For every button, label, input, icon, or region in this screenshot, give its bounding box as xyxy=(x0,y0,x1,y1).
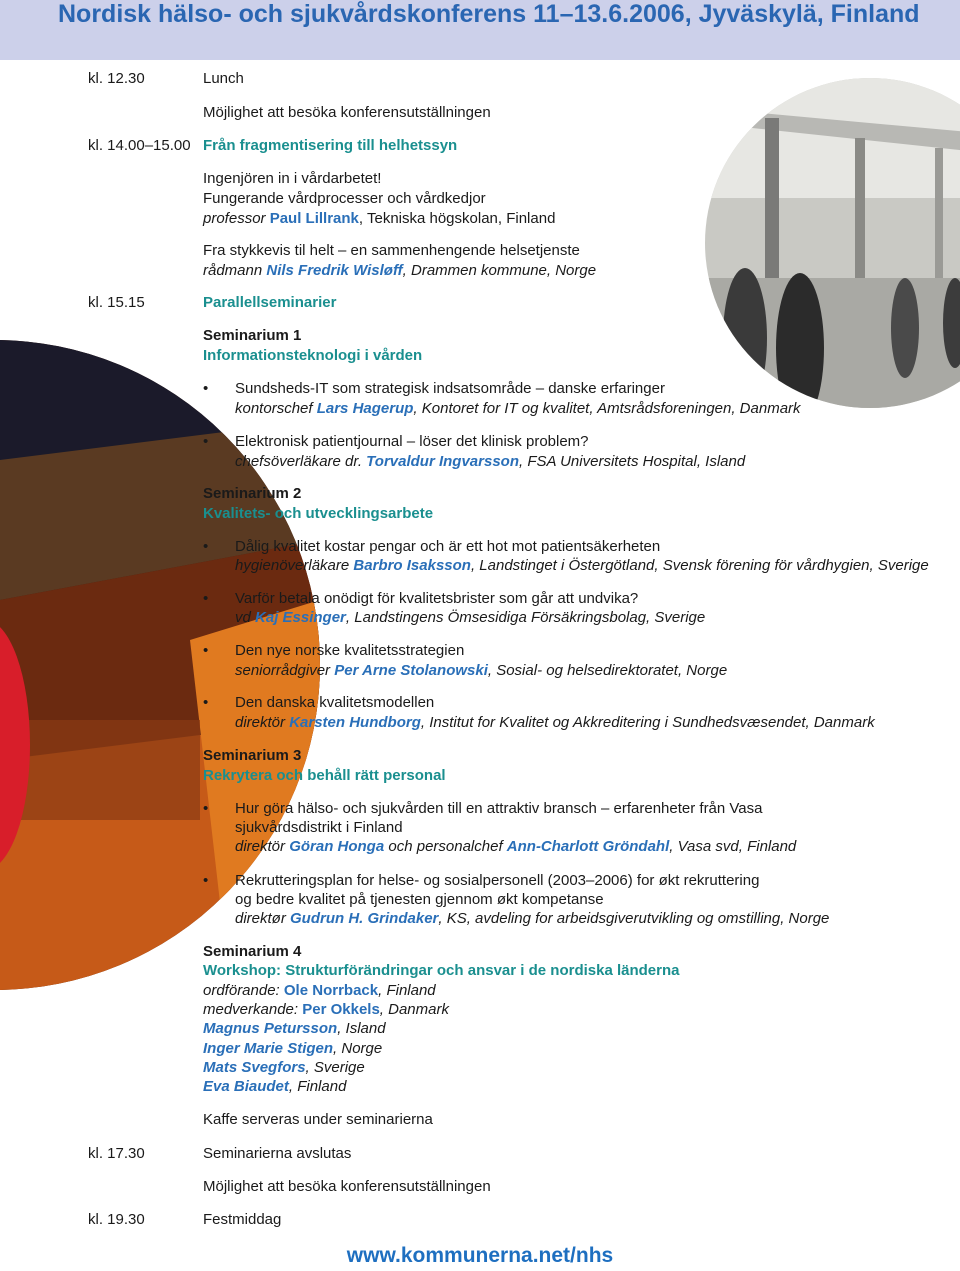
sem4-panelist-4: Mats Svegfors, Sverige xyxy=(203,1059,365,1076)
seminars-end: Seminarierna avslutas xyxy=(203,1145,352,1162)
time-1400: kl. 14.00–15.00 xyxy=(88,137,191,154)
sem2-item3-speaker: seniorrådgiver Per Arne Stolanowski, Sosial- og helsedirektoratet, Norge xyxy=(235,662,728,679)
sem3-item1-speaker: direktör Göran Honga och personalchef Ann-Charlott Gröndahl, Vasa svd, Finland xyxy=(235,838,797,855)
bullet: • xyxy=(203,872,209,889)
talk2-speaker: rådmann Nils Fredrik Wisløff, Drammen kommune, Norge xyxy=(203,262,597,279)
sem1-item2-speaker: chefsöverläkare dr. Torvaldur Ingvarsson, FSA Universitets Hospital, Island xyxy=(235,453,746,470)
footer-url[interactable]: www.kommunerna.net/nhs xyxy=(346,1244,614,1267)
sem4-chair: ordförande: Ole Norrback, Finland xyxy=(203,982,436,999)
sem3-item2-speaker: direktør Gudrun H. Grindaker, KS, avdeling for arbeidsgiverutvikling og omstilling, Norge xyxy=(235,910,830,927)
sem3-item1-line1: Hur göra hälso- och sjukvården till en attraktiv bransch – erfarenheter från Vasa xyxy=(235,800,763,817)
time-1230: kl. 12.30 xyxy=(88,70,145,87)
sem1-item1-title: Sundsheds-IT som strategisk indsatsområde – danske erfaringer xyxy=(235,380,665,397)
sem3-item2-line1: Rekrutteringsplan for helse- og sosialpersonell (2003–2006) for økt rekruttering xyxy=(235,872,760,889)
talk2-line1: Fra stykkevis til helt – en sammenhengende helsetjenste xyxy=(203,242,580,259)
sem1-item1-speaker: kontorschef Lars Hagerup, Kontoret for IT og kvalitet, Amtsrådsforeningen, Danmark xyxy=(235,400,801,417)
festmiddag: Festmiddag xyxy=(203,1211,282,1228)
sem3-title: Rekrytera och behåll rätt personal xyxy=(203,767,446,784)
sem4-panelist-3: Inger Marie Stigen, Norge xyxy=(203,1040,383,1057)
conference-hall-photo xyxy=(705,78,960,408)
sem1-item2-title: Elektronisk patientjournal – löser det klinisk problem? xyxy=(235,433,589,450)
sem2-label: Seminarium 2 xyxy=(203,485,302,502)
sem2-item2-title: Varför betala onödigt för kvalitetsbrister som går att undvika? xyxy=(235,590,639,607)
sem1-title: Informationsteknologi i vården xyxy=(203,347,423,364)
sem4-panelist-2: Magnus Petursson, Island xyxy=(203,1020,386,1037)
sem3-item2-line2: og bedre kvalitet på tjenesten gjennom økt kompetanse xyxy=(235,891,604,908)
sem2-item4-title: Den danska kvalitetsmodellen xyxy=(235,694,435,711)
bullet: • xyxy=(203,380,209,397)
sem1-label: Seminarium 1 xyxy=(203,327,302,344)
sem2-item4-speaker: direktör Karsten Hundborg, Institut for Kvalitet og Akkreditering i Sundhedsvæsendet, Danmark xyxy=(235,714,875,731)
time-1730: kl. 17.30 xyxy=(88,1145,145,1162)
sem2-item3-title: Den nye norske kvalitetsstrategien xyxy=(235,642,465,659)
bullet: • xyxy=(203,433,209,450)
bullet: • xyxy=(203,642,209,659)
parallel-heading: Parallellseminarier xyxy=(203,294,337,311)
sem2-item1-speaker: hygienöverläkare Barbro Isaksson, Landstinget i Östergötland, Svensk förening för vårdhygien, Sverige xyxy=(235,557,929,574)
exhibition-1: Möjlighet att besöka konferensutställningen xyxy=(203,104,491,121)
talk1-line2: Fungerande vårdprocesser och vårdkedjor xyxy=(203,190,486,207)
bullet: • xyxy=(203,538,209,555)
sem4-panelist-5: Eva Biaudet, Finland xyxy=(203,1078,347,1095)
bullet: • xyxy=(203,590,209,607)
time-1515: kl. 15.15 xyxy=(88,294,145,311)
sem3-item1-line2: sjukvårdsdistrikt i Finland xyxy=(235,819,403,836)
lunch: Lunch xyxy=(203,70,244,87)
bullet: • xyxy=(203,800,209,817)
sem4-panelist-1: medverkande: Per Okkels, Danmark xyxy=(203,1001,449,1018)
sem2-item1-title: Dålig kvalitet kostar pengar och är ett hot mot patientsäkerheten xyxy=(235,538,661,555)
header-band xyxy=(0,0,960,60)
session-title: Från fragmentisering till helhetssyn xyxy=(203,137,458,154)
sem3-label: Seminarium 3 xyxy=(203,747,302,764)
page-title: Nordisk hälso- och sjukvårdskonferens 11–13.6.2006, Jyväskylä, Finland xyxy=(58,0,920,28)
exhibition-2: Möjlighet att besöka konferensutställningen xyxy=(203,1178,491,1195)
talk1-speaker: professor Paul Lillrank, Tekniska högskolan, Finland xyxy=(203,210,556,227)
sem4-title: Workshop: Strukturförändringar och ansvar i de nordiska länderna xyxy=(203,962,680,979)
sem2-item2-speaker: vd Kaj Essinger, Landstingens Ömsesidiga Försäkringsbolag, Sverige xyxy=(235,609,706,626)
bullet: • xyxy=(203,694,209,711)
time-1930: kl. 19.30 xyxy=(88,1211,145,1228)
talk1-line1: Ingenjören in i vårdarbetet! xyxy=(203,170,382,187)
sem2-title: Kvalitets- och utvecklingsarbete xyxy=(203,505,434,522)
sem4-label: Seminarium 4 xyxy=(203,943,302,960)
coffee-note: Kaffe serveras under seminarierna xyxy=(203,1111,433,1128)
